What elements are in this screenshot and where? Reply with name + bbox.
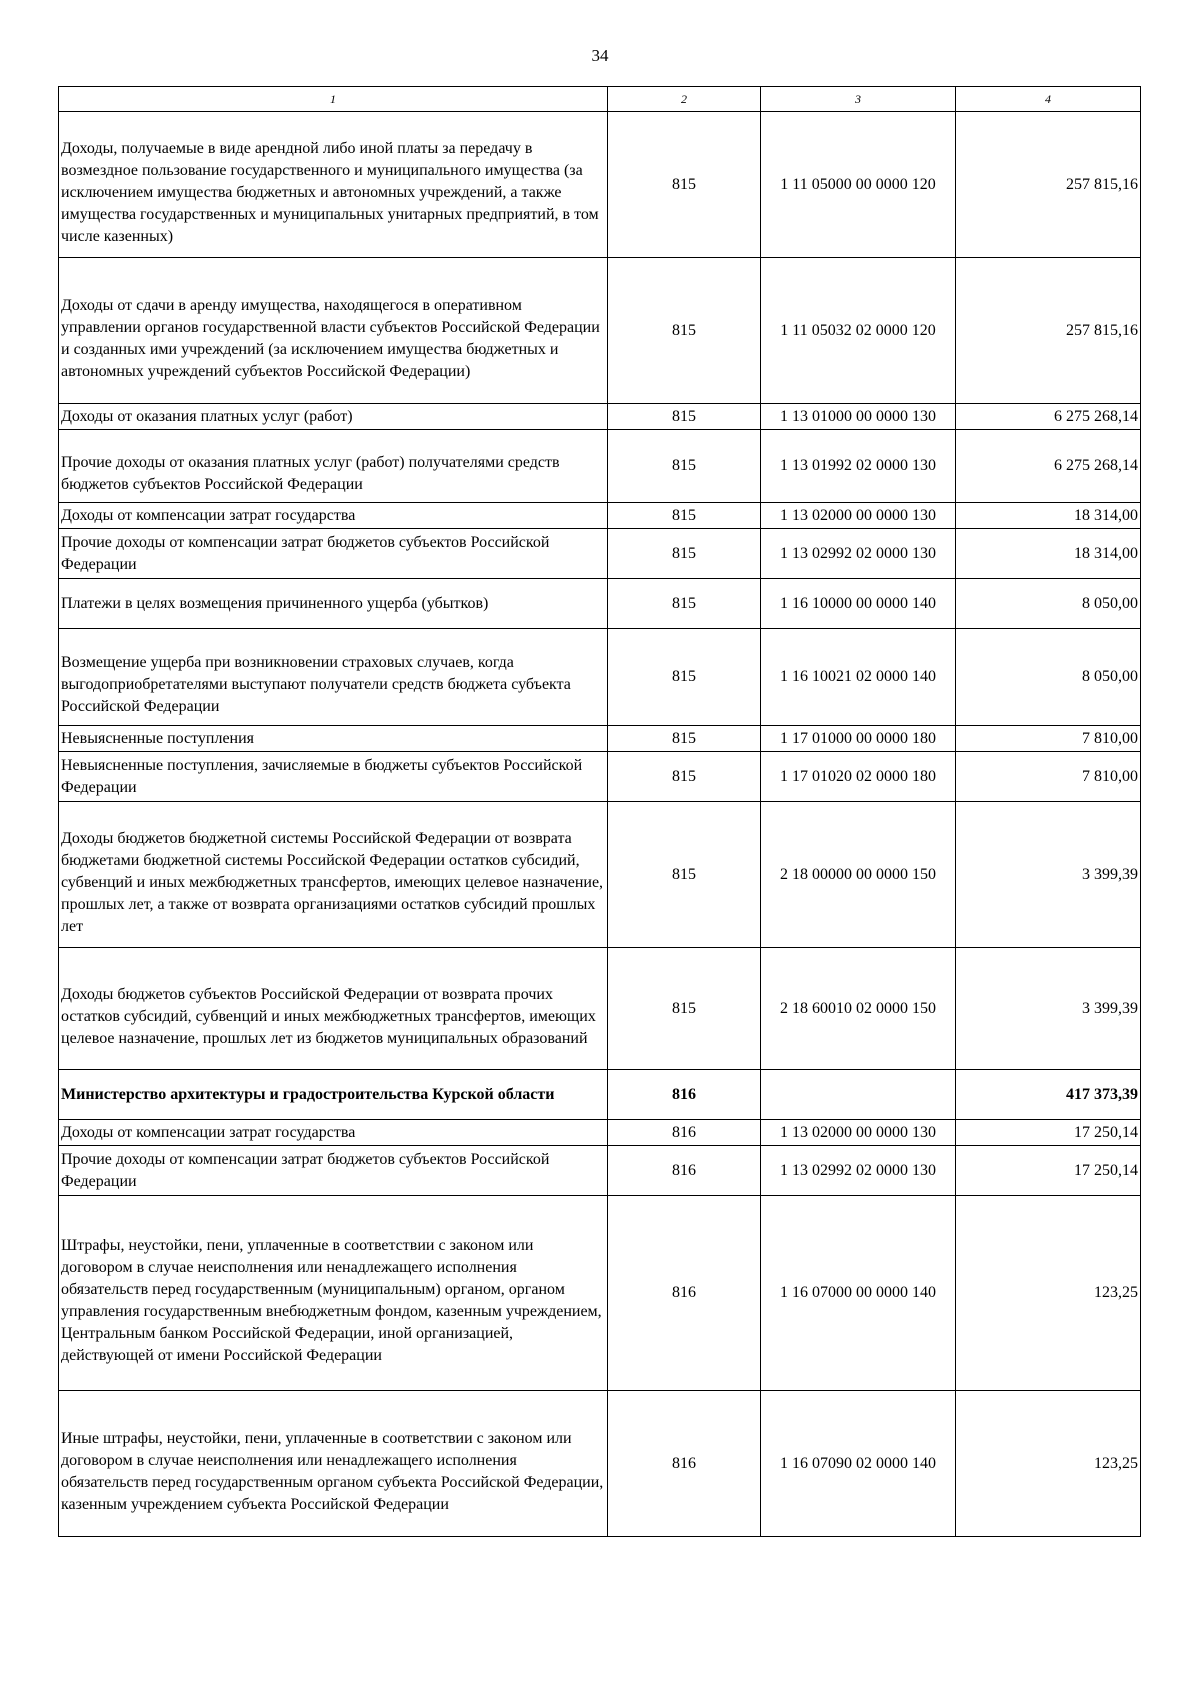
- income-description: Доходы от оказания платных услуг (работ): [59, 404, 608, 430]
- income-description: Платежи в целях возмещения причиненного ущерба (убытков): [59, 579, 608, 629]
- table-row: [59, 948, 1141, 1070]
- table-row: [59, 404, 1141, 430]
- administrator-code: 815: [608, 802, 761, 948]
- administrator-code: 816: [608, 1120, 761, 1146]
- budget-classification-code: 1 11 05032 02 0000 120: [761, 258, 956, 404]
- amount: 8 050,00: [956, 629, 1141, 726]
- budget-classification-code: 1 13 02000 00 0000 130: [761, 503, 956, 529]
- table-row: [59, 430, 1141, 503]
- administrator-code: 815: [608, 430, 761, 503]
- income-description: Возмещение ущерба при возникновении страховых случаев, когда выгодоприобретателями выступают получатели средств бюджета субъекта Российской Федерации: [59, 629, 608, 726]
- budget-classification-code: 1 16 07000 00 0000 140: [761, 1196, 956, 1391]
- column-header: 3: [761, 87, 956, 112]
- budget-classification-code: 2 18 60010 02 0000 150: [761, 948, 956, 1070]
- table-row: [59, 579, 1141, 629]
- column-header: 4: [956, 87, 1141, 112]
- amount: 6 275 268,14: [956, 404, 1141, 430]
- budget-classification-code: 1 16 10000 00 0000 140: [761, 579, 956, 629]
- income-description: Прочие доходы от компенсации затрат бюджетов субъектов Российской Федерации: [59, 1146, 608, 1196]
- amount: 8 050,00: [956, 579, 1141, 629]
- administrator-code: 816: [608, 1070, 761, 1120]
- amount: 257 815,16: [956, 112, 1141, 258]
- table-row: [59, 802, 1141, 948]
- administrator-code: 815: [608, 404, 761, 430]
- amount: 6 275 268,14: [956, 430, 1141, 503]
- income-description: Иные штрафы, неустойки, пени, уплаченные в соответствии с законом или договором в случае неисполнения или ненадлежащего исполнения обязательств перед государственным органом субъекта Российской Федерации, казенным учреждением субъекта Российской Федерации: [59, 1391, 608, 1537]
- budget-classification-code: 1 13 02992 02 0000 130: [761, 529, 956, 579]
- administrator-code: 815: [608, 726, 761, 752]
- administrator-code: 815: [608, 529, 761, 579]
- income-description: Доходы бюджетов субъектов Российской Федерации от возврата прочих остатков субсидий, субвенций и иных межбюджетных трансфертов, имеющих целевое назначение, прошлых лет из бюджетов муниципальных образований: [59, 948, 608, 1070]
- administrator-code: 815: [608, 258, 761, 404]
- administrator-code: 815: [608, 948, 761, 1070]
- table-header-row: [59, 87, 1141, 112]
- budget-classification-code: 1 13 01000 00 0000 130: [761, 404, 956, 430]
- table-row: [59, 1146, 1141, 1196]
- income-description: Доходы от компенсации затрат государства: [59, 503, 608, 529]
- amount: 123,25: [956, 1196, 1141, 1391]
- amount: 123,25: [956, 1391, 1141, 1537]
- budget-classification-code: 1 11 05000 00 0000 120: [761, 112, 956, 258]
- table-row: [59, 503, 1141, 529]
- income-description: Штрафы, неустойки, пени, уплаченные в соответствии с законом или договором в случае неисполнения или ненадлежащего исполнения обязательств перед государственным (муниципальным) органом, органом управления государственным внебюджетным фондом, казенным учреждением, Центральным банком Российской Федерации, иной организацией, действующей от имени Российской Федерации: [59, 1196, 608, 1391]
- administrator-code: 815: [608, 112, 761, 258]
- page-number: 34: [591, 46, 609, 65]
- amount: 3 399,39: [956, 802, 1141, 948]
- amount: 17 250,14: [956, 1120, 1141, 1146]
- budget-classification-code: 1 13 01992 02 0000 130: [761, 430, 956, 503]
- table-row: [59, 1120, 1141, 1146]
- income-description: Министерство архитектуры и градостроительства Курской области: [59, 1070, 608, 1120]
- administrator-code: 815: [608, 752, 761, 802]
- administrator-code: 815: [608, 629, 761, 726]
- amount: 18 314,00: [956, 503, 1141, 529]
- table-row: [59, 629, 1141, 726]
- table-row: [59, 1391, 1141, 1537]
- table-row: [59, 752, 1141, 802]
- column-header: 2: [608, 87, 761, 112]
- budget-classification-code: 1 17 01000 00 0000 180: [761, 726, 956, 752]
- budget-classification-code: 2 18 00000 00 0000 150: [761, 802, 956, 948]
- administrator-code: 815: [608, 579, 761, 629]
- table-row: [59, 1070, 1141, 1120]
- amount: 17 250,14: [956, 1146, 1141, 1196]
- amount: 257 815,16: [956, 258, 1141, 404]
- amount: 18 314,00: [956, 529, 1141, 579]
- table-row: [59, 529, 1141, 579]
- income-description: Невыясненные поступления: [59, 726, 608, 752]
- income-description: Доходы бюджетов бюджетной системы Российской Федерации от возврата бюджетами бюджетной системы Российской Федерации остатков субсидий, субвенций и иных межбюджетных трансфертов, имеющих целевое назначение, прошлых лет, а также от возврата организациями остатков субсидий прошлых лет: [59, 802, 608, 948]
- administrator-code: 815: [608, 503, 761, 529]
- table-row: [59, 112, 1141, 258]
- budget-classification-code: 1 13 02992 02 0000 130: [761, 1146, 956, 1196]
- income-description: Доходы от компенсации затрат государства: [59, 1120, 608, 1146]
- income-description: Доходы, получаемые в виде арендной либо иной платы за передачу в возмездное пользование государственного и муниципального имущества (за исключением имущества бюджетных и автономных учреждений, а также имущества государственных и муниципальных унитарных предприятий, в том числе казенных): [59, 112, 608, 258]
- administrator-code: 816: [608, 1196, 761, 1391]
- income-description: Невыясненные поступления, зачисляемые в бюджеты субъектов Российской Федерации: [59, 752, 608, 802]
- amount: 7 810,00: [956, 752, 1141, 802]
- income-description: Прочие доходы от оказания платных услуг (работ) получателями средств бюджетов субъектов Российской Федерации: [59, 430, 608, 503]
- budget-classification-code: 1 17 01020 02 0000 180: [761, 752, 956, 802]
- column-header: 1: [59, 87, 608, 112]
- budget-classification-code: [761, 1070, 956, 1120]
- budget-classification-code: 1 16 10021 02 0000 140: [761, 629, 956, 726]
- amount: 417 373,39: [956, 1070, 1141, 1120]
- table-row: [59, 258, 1141, 404]
- administrator-code: 816: [608, 1146, 761, 1196]
- revenue-table: [58, 86, 1141, 1537]
- budget-classification-code: 1 13 02000 00 0000 130: [761, 1120, 956, 1146]
- table-row: [59, 726, 1141, 752]
- budget-classification-code: 1 16 07090 02 0000 140: [761, 1391, 956, 1537]
- income-description: Прочие доходы от компенсации затрат бюджетов субъектов Российской Федерации: [59, 529, 608, 579]
- income-description: Доходы от сдачи в аренду имущества, находящегося в оперативном управлении органов государственной власти субъектов Российской Федерации и созданных ими учреждений (за исключением имущества бюджетных и автономных учреждений субъектов Российской Федерации): [59, 258, 608, 404]
- administrator-code: 816: [608, 1391, 761, 1537]
- table-row: [59, 1196, 1141, 1391]
- amount: 3 399,39: [956, 948, 1141, 1070]
- amount: 7 810,00: [956, 726, 1141, 752]
